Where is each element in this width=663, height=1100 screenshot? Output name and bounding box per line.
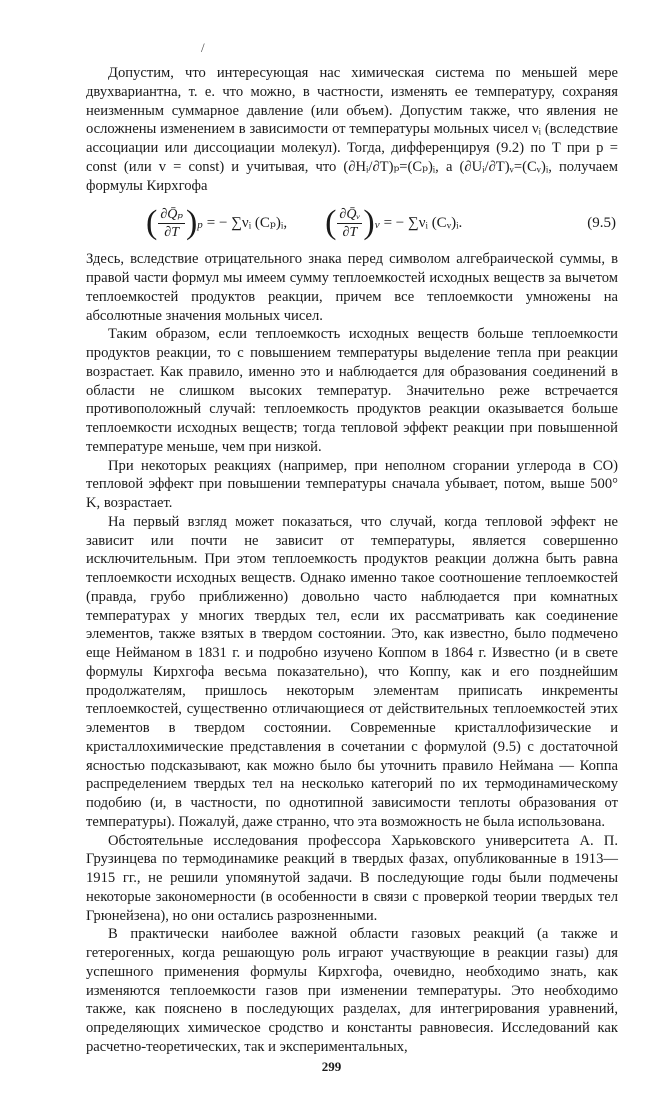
denominator: ∂T xyxy=(342,224,358,240)
kirchhoff-formula xyxy=(86,197,618,249)
sum-expression-v: = − ∑νᵢ (Cᵥ)ᵢ. xyxy=(383,214,463,231)
right-paren: ) xyxy=(185,204,198,242)
right-paren: ) xyxy=(363,204,375,242)
fraction-qp xyxy=(158,206,185,241)
subscript-v: v xyxy=(374,219,380,231)
paragraph-explanation: Здесь, вследствие отрицательного знака перед символом алгебраической суммы, в правой части формул мы имеем сумму теплоемкостей исходных веществ за вычетом теплоемкостей продуктов реакции, причем все теплоемкости умножены на абсолютные значения мольных чисел. xyxy=(86,251,618,324)
scan-mark: / xyxy=(201,40,205,55)
numerator: ∂Q̄ᵥ xyxy=(339,206,361,222)
paragraph-gas-reactions: В практически наиболее важной области газовых реакций (а также и гетерогенных, когда решающую роль играют участвующие в реакции газы) для успешного применения формулы Кирхгофа, очевидно, необходимо знать, как изменяются теплоемкости газов при изменении температуры. Это необходимо также, как пояснено в последующих разделах, для интегрирования уравнений, определяющих химическое сродство и константы равновесия. Исследований как расчетно-теоретических, так и экспериментальных, xyxy=(86,926,618,1055)
formula-right xyxy=(325,206,462,241)
paragraph-intro: Допустим, что интересующая нас химическая система по меньшей мере двухвариантна, т. е. что можно, в частности, изменять ее температуру, сохраняя неизменным суммарное давление (или объем). Допустим также, что явления не осложнены изменением в зависимости от температуры мольных чисел νᵢ (вследствие ассоциации или диссоциации молекул). Тогда, дифференцируя (9.2) по T при p = const (или v = const) и учитывая, что (∂Hᵢ/∂T)ₚ=(Cₚ)ᵢ, а (∂Uᵢ/∂T)ᵥ=(Cᵥ)ᵢ, получаем формулы Кирхгофа xyxy=(86,65,618,194)
page-body xyxy=(86,64,618,1057)
left-paren: ( xyxy=(325,204,337,242)
sum-expression-p: = − ∑νᵢ (Cₚ)ᵢ, xyxy=(206,214,288,231)
paragraph-gruzintsev: Обстоятельные исследования профессора Харьковского университета А. П. Грузинцева по термодинамике реакций в твердых фазах, опубликованные в 1913—1915 гг., не решили упомянутой задачи. В последующие годы были подмечены некоторые закономерности (в особенности в связи с проверкой теории твердых тел Грюнейзена), но они остались разрозненными. xyxy=(86,832,618,924)
paragraph-carbon: При некоторых реакциях (например, при неполном сгорании углерода в CO) тепловой эффект при повышении температуры сначала убывает, потом, выше 500° K, возрастает. xyxy=(86,457,618,511)
paragraph-heat-capacity: Таким образом, если теплоемкость исходных веществ больше теплоемкости продуктов реакции, то с повышением температуры выделение тепла при реакции возрастает. Как правило, именно это и наблюдается для образования соединений в области не слишком высоких температур. Значительно реже встречается противоположный случай: теплоемкость продуктов реакции оказывается больше теплоемкости исходных веществ; тогда тепловой эффект реакции при повышенной температуре меньше, чем при низкой. xyxy=(86,326,618,455)
page-number: 299 xyxy=(321,1059,342,1074)
left-paren: ( xyxy=(146,204,158,242)
subscript-p: p xyxy=(197,219,203,231)
fraction-qv xyxy=(337,206,362,241)
formula-left xyxy=(146,206,287,241)
numerator: ∂Q̄ₚ xyxy=(160,206,183,222)
paragraph-neumann-kopp: На первый взгляд может показаться, что случай, когда тепловой эффект не зависит или почти не зависит от температуры, является совершенно исключительным. При этом теплоемкость продуктов реакции должна быть равна теплоемкости исходных веществ. Однако именно такое соотношение теплоемкостей (правда, грубо приближенно) довольно часто наблюдается при комнатных температурах у многих твердых тел, если их рассматривать как соединение элементов, также взятых в твердом состоянии. Это, как известно, было подмечено еще Нейманом в 1831 г. и подробно изучено Коппом в 1864 г. Известно (и в свете формулы Кирхгофа весьма показательно), что Коппу, как и его позднейшим продолжателям, пришлось некоторым элементам приписать инкременты теплоемкостей, существенно отличающиеся от действительных теплоемкостей этих элементов в твердом состоянии. Современные кристаллофизические и кристаллохимические представления в сочетании с формулой (9.5) с достаточной ясностью подсказывают, как можно было бы уточнить правило Неймана — Коппа распределением твердых тел на несколько категорий по их термодинамическому подобию (и, в частности, по однотипной зависимости теплоты образования от температуры). Пожалуй, даже странно, что эта возможность не была использована. xyxy=(86,513,618,830)
denominator: ∂T xyxy=(164,224,179,240)
equation-number: (9.5) xyxy=(587,214,616,231)
